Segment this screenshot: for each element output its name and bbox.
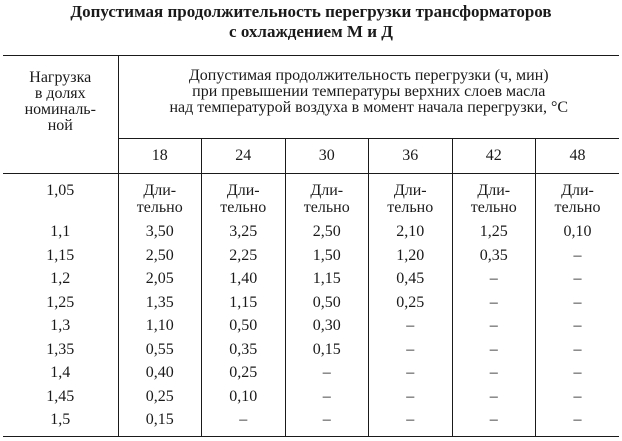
duration-value: 1,15 xyxy=(312,270,341,287)
duration-value: – xyxy=(489,317,498,334)
duration-value: 2,10 xyxy=(396,223,425,240)
duration-value: – xyxy=(406,364,415,381)
duration-value-continuous xyxy=(119,182,202,220)
duration-value: – xyxy=(489,293,498,311)
load-value: 1,2 xyxy=(50,270,71,287)
duration-value: – xyxy=(322,387,331,405)
duration-value: 1,25 xyxy=(479,223,508,240)
duration-value: 0,40 xyxy=(145,364,174,381)
load-value: 1,5 xyxy=(50,411,71,428)
duration-value: – xyxy=(406,317,415,334)
duration-value: 0,15 xyxy=(312,340,341,358)
duration-value: 0,50 xyxy=(312,293,341,311)
duration-continuous-line-2: тельно xyxy=(554,199,601,216)
duration-column-48 xyxy=(536,174,620,437)
duration-value: 0,10 xyxy=(563,223,592,240)
header-temp-36: 36 xyxy=(369,138,453,173)
duration-value: – xyxy=(573,246,582,264)
header-temp-24: 24 xyxy=(202,138,286,173)
duration-value: 3,25 xyxy=(229,223,258,240)
header-duration-line-2: при превышении температуры верхних слоев масла xyxy=(192,83,546,100)
duration-value: 0,30 xyxy=(312,317,341,334)
duration-value: – xyxy=(573,270,582,287)
duration-value: 2,05 xyxy=(145,270,174,287)
header-duration-line-3: над температурой воздуха в момент начала перегрузки, °С xyxy=(169,99,569,116)
duration-value: – xyxy=(573,387,582,405)
duration-value-continuous xyxy=(453,182,536,220)
duration-value-continuous xyxy=(286,182,369,220)
duration-value: – xyxy=(489,387,498,405)
duration-continuous-line-2: тельно xyxy=(136,199,183,216)
duration-value: 2,50 xyxy=(145,246,174,264)
duration-value: – xyxy=(489,364,498,381)
header-temp-18: 18 xyxy=(118,138,202,173)
header-load-line-1: Нагрузка xyxy=(29,69,92,86)
header-load xyxy=(3,56,118,174)
duration-value: – xyxy=(406,411,415,428)
load-value: 1,1 xyxy=(50,223,71,240)
header-temp-42: 42 xyxy=(452,138,536,173)
header-duration xyxy=(118,56,619,139)
header-temp-48: 48 xyxy=(536,138,620,173)
duration-value-continuous xyxy=(369,182,452,220)
duration-column-24 xyxy=(202,174,286,437)
duration-value-continuous xyxy=(202,182,285,220)
load-value: 1,15 xyxy=(46,246,75,264)
duration-value: 1,50 xyxy=(312,246,341,264)
duration-value: 1,35 xyxy=(145,293,174,311)
duration-continuous-line-1: Дли- xyxy=(393,182,427,199)
duration-value: 0,50 xyxy=(229,317,258,334)
header-load-line-3: номиналь- xyxy=(24,101,96,118)
header-duration-line-1: Допустимая продолжительность перегрузки (ч, мин) xyxy=(188,67,549,84)
duration-value: 0,10 xyxy=(229,387,258,405)
duration-value: 1,10 xyxy=(145,317,174,334)
duration-value: 1,40 xyxy=(229,270,258,287)
duration-continuous-line-1: Дли- xyxy=(561,182,594,199)
duration-column-36 xyxy=(369,174,453,437)
load-value: 1,05 xyxy=(46,182,75,199)
duration-value: 0,25 xyxy=(145,387,174,405)
duration-value: 2,25 xyxy=(229,246,258,264)
duration-continuous-line-2: тельно xyxy=(470,199,517,216)
duration-continuous-line-2: тельно xyxy=(220,199,267,216)
duration-value: 0,25 xyxy=(229,364,258,381)
duration-value: 2,50 xyxy=(312,223,341,240)
duration-value: – xyxy=(406,387,415,405)
duration-value: – xyxy=(573,317,582,334)
duration-value: 0,45 xyxy=(396,270,425,287)
load-value: 1,45 xyxy=(46,387,75,405)
load-value: 1,4 xyxy=(50,364,71,381)
overload-table xyxy=(3,55,619,437)
load-value: 1,35 xyxy=(46,340,75,358)
header-temp-30: 30 xyxy=(285,138,369,173)
duration-value: – xyxy=(489,270,498,287)
title-line-2: с охлаждением М и Д xyxy=(229,22,393,41)
duration-value: – xyxy=(489,340,498,358)
duration-value: 0,35 xyxy=(479,246,508,264)
duration-value: 0,25 xyxy=(396,293,425,311)
duration-value: 3,50 xyxy=(145,223,174,240)
table-title xyxy=(0,2,622,42)
duration-value: – xyxy=(573,411,582,428)
load-column xyxy=(3,174,118,437)
duration-value: – xyxy=(573,293,582,311)
duration-continuous-line-2: тельно xyxy=(387,199,434,216)
duration-column-18 xyxy=(118,174,202,437)
duration-value: – xyxy=(489,411,498,428)
duration-value: 0,15 xyxy=(145,411,174,428)
duration-continuous-line-1: Дли- xyxy=(310,182,344,199)
duration-value: – xyxy=(406,340,415,358)
title-line-1: Допустимая продолжительность перегрузки трансформаторов xyxy=(70,2,552,21)
duration-value: – xyxy=(322,411,331,428)
duration-value: 0,35 xyxy=(229,340,258,358)
duration-value: – xyxy=(573,364,582,381)
duration-continuous-line-1: Дли- xyxy=(226,182,260,199)
header-load-line-2: в долях xyxy=(34,85,86,102)
duration-value-continuous xyxy=(536,182,619,220)
duration-value: – xyxy=(239,411,248,428)
duration-value: 1,15 xyxy=(229,293,258,311)
duration-continuous-line-1: Дли- xyxy=(143,182,177,199)
duration-column-42 xyxy=(452,174,536,437)
duration-value: 0,55 xyxy=(145,340,174,358)
duration-continuous-line-1: Дли- xyxy=(477,182,511,199)
load-value: 1,25 xyxy=(46,293,75,311)
duration-value: – xyxy=(322,364,331,381)
header-load-line-4: ной xyxy=(47,117,73,134)
duration-column-30 xyxy=(285,174,369,437)
duration-value: – xyxy=(573,340,582,358)
duration-continuous-line-2: тельно xyxy=(303,199,350,216)
load-value: 1,3 xyxy=(50,317,71,334)
duration-value: 1,20 xyxy=(396,246,425,264)
